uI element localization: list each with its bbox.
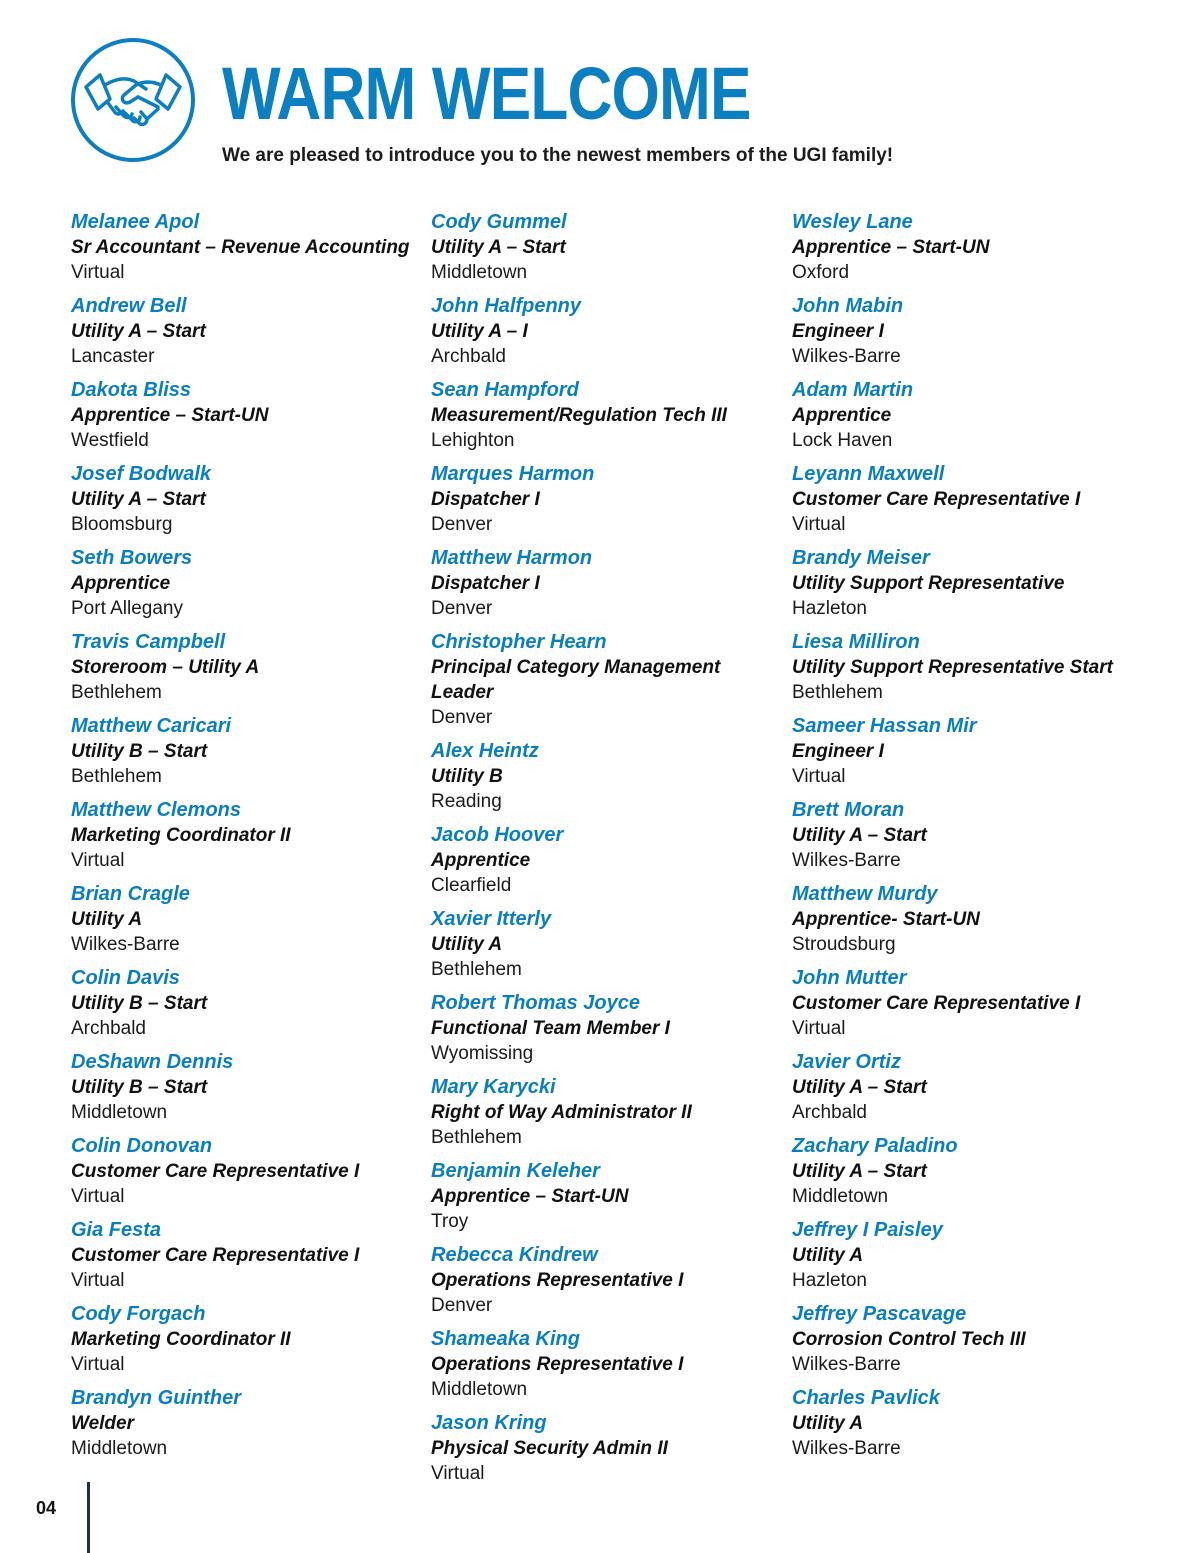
handshake-icon — [70, 37, 196, 163]
employee-role: Utility B – Start — [71, 993, 208, 1014]
employee-entry — [431, 462, 776, 537]
employee-entry — [431, 739, 776, 814]
employee-name: Sean Hampford — [431, 379, 579, 401]
employee-name: Jason Kring — [431, 1412, 547, 1434]
employee-location: Lancaster — [71, 346, 155, 367]
employee-name: Liesa Milliron — [792, 631, 920, 653]
employee-location: Bethlehem — [431, 1127, 522, 1148]
employee-entry — [431, 1411, 776, 1486]
employee-entry — [792, 1386, 1137, 1461]
employee-location: Clearfield — [431, 875, 512, 896]
employee-entry — [71, 1050, 416, 1125]
employee-name: Jeffrey I Paisley — [792, 1219, 943, 1241]
employee-name: Wesley Lane — [792, 211, 913, 233]
employee-entry — [792, 462, 1137, 537]
employee-entry — [71, 378, 416, 453]
employee-entry — [431, 1159, 776, 1234]
employee-entry — [431, 546, 776, 621]
employee-location: Bethlehem — [71, 682, 162, 703]
page-subtitle: We are pleased to introduce you to the newest members of the UGI family! — [222, 145, 894, 166]
employee-entry — [71, 210, 416, 285]
employee-name: Melanee Apol — [71, 211, 200, 233]
employee-name: John Halfpenny — [431, 295, 582, 317]
employee-location: Denver — [431, 707, 493, 728]
employee-location: Bethlehem — [71, 766, 162, 787]
employee-name: Travis Campbell — [71, 631, 226, 653]
employee-entry — [792, 1134, 1137, 1209]
employee-entry — [792, 1302, 1137, 1377]
employee-role: Storeroom – Utility A — [71, 657, 260, 678]
page-number: 04 — [36, 1498, 57, 1518]
employee-name: Dakota Bliss — [71, 379, 192, 401]
employee-location: Reading — [431, 791, 502, 812]
employee-role: Marketing Coordinator II — [71, 1329, 291, 1350]
employee-role: Measurement/Regulation Tech III — [431, 405, 727, 426]
employee-entry — [71, 882, 416, 957]
employee-name: Sameer Hassan Mir — [792, 715, 977, 737]
employee-entry — [792, 630, 1137, 705]
employee-role: Physical Security Admin II — [431, 1438, 668, 1459]
employee-entry — [431, 1327, 776, 1402]
employee-role: Utility A – Start — [792, 1077, 927, 1098]
employee-role: Customer Care Representative I — [71, 1245, 360, 1266]
employee-name: Andrew Bell — [71, 295, 187, 317]
employee-name: Alex Heintz — [431, 740, 539, 762]
employee-location: Denver — [431, 598, 493, 619]
employee-entry — [431, 823, 776, 898]
employee-role: Apprentice- Start-UN — [792, 909, 980, 930]
employee-location: Middletown — [71, 1438, 168, 1459]
employee-name: Gia Festa — [71, 1219, 162, 1241]
employee-name: Josef Bodwalk — [71, 463, 212, 485]
employee-column-3 — [792, 210, 1137, 1470]
employee-location: Oxford — [792, 262, 850, 283]
employee-entry — [71, 294, 416, 369]
employee-location: Virtual — [792, 1018, 846, 1039]
employee-entry — [431, 294, 776, 369]
employee-name: Seth Bowers — [71, 547, 193, 569]
employee-location: Archbald — [71, 1018, 146, 1039]
employee-name: Matthew Harmon — [431, 547, 593, 569]
employee-entry — [792, 966, 1137, 1041]
employee-role: Apprentice — [71, 573, 171, 594]
page-title: WARM WELCOME — [222, 52, 751, 135]
employee-name: DeShawn Dennis — [71, 1051, 234, 1073]
employee-location: Wyomissing — [431, 1043, 534, 1064]
employee-role: Sr Accountant – Revenue Accounting — [71, 237, 410, 258]
employee-role: Welder — [71, 1413, 135, 1434]
employee-location: Port Allegany — [71, 598, 183, 619]
employee-entry — [431, 1243, 776, 1318]
employee-name: Benjamin Keleher — [431, 1160, 600, 1182]
employee-location: Bethlehem — [792, 682, 883, 703]
employee-role: Functional Team Member I — [431, 1018, 670, 1039]
employee-name: Matthew Clemons — [71, 799, 242, 821]
employee-name: Robert Thomas Joyce — [431, 992, 640, 1014]
employee-name: Leyann Maxwell — [792, 463, 945, 485]
employee-location: Virtual — [792, 766, 846, 787]
employee-role: Utility A — [792, 1413, 864, 1434]
employee-location: Wilkes-Barre — [792, 850, 901, 871]
employee-location: Wilkes-Barre — [792, 346, 901, 367]
employee-role: Utility A – Start — [792, 825, 927, 846]
employee-role: Utility A — [431, 934, 503, 955]
employee-name: John Mabin — [792, 295, 904, 317]
employee-entry — [71, 966, 416, 1041]
employee-name: Brandyn Guinther — [71, 1387, 242, 1409]
employee-entry — [431, 907, 776, 982]
employee-role: Utility B — [431, 766, 503, 787]
employee-entry — [431, 991, 776, 1066]
employee-entry — [792, 1050, 1137, 1125]
employee-role: Corrosion Control Tech III — [792, 1329, 1026, 1350]
employee-location: Hazleton — [792, 1270, 867, 1291]
employee-entry — [71, 546, 416, 621]
employee-entry — [71, 714, 416, 789]
employee-entry — [71, 462, 416, 537]
employee-entry — [431, 1075, 776, 1150]
employee-role: Customer Care Representative I — [71, 1161, 360, 1182]
employee-entry — [792, 714, 1137, 789]
employee-role: Dispatcher I — [431, 573, 540, 594]
employee-role: Utility B – Start — [71, 1077, 208, 1098]
employee-location: Lock Haven — [792, 430, 893, 451]
employee-name: Colin Davis — [71, 967, 180, 989]
employee-role: Apprentice – Start-UN — [792, 237, 990, 258]
employee-location: Wilkes-Barre — [71, 934, 180, 955]
employee-entry — [792, 378, 1137, 453]
employee-role: Apprentice – Start-UN — [431, 1186, 629, 1207]
employee-name: Matthew Murdy — [792, 883, 938, 905]
employee-location: Denver — [431, 514, 493, 535]
employee-location: Middletown — [71, 1102, 168, 1123]
employee-name: Javier Ortiz — [792, 1051, 901, 1073]
employee-role: Operations Representative I — [431, 1270, 684, 1291]
employee-role: Operations Representative I — [431, 1354, 684, 1375]
employee-location: Lehighton — [431, 430, 515, 451]
employee-role: Utility A — [792, 1245, 864, 1266]
employee-name: Brian Cragle — [71, 883, 190, 905]
employee-entry — [792, 294, 1137, 369]
employee-entry — [792, 882, 1137, 957]
employee-name: Mary Karycki — [431, 1076, 556, 1098]
employee-location: Troy — [431, 1211, 469, 1232]
employee-location: Virtual — [71, 1186, 125, 1207]
employee-name: Zachary Paladino — [792, 1135, 958, 1157]
employee-location: Virtual — [71, 1354, 125, 1375]
employee-entry — [71, 798, 416, 873]
employee-name: John Mutter — [792, 967, 907, 989]
employee-column-1 — [71, 210, 416, 1470]
employee-name: Rebecca Kindrew — [431, 1244, 598, 1266]
employee-entry — [71, 1218, 416, 1293]
employee-role: Utility Support Representative Start — [792, 657, 1113, 678]
employee-role: Utility A – Start — [71, 321, 206, 342]
employee-entry — [792, 798, 1137, 873]
employee-role: Utility A – I — [431, 321, 528, 342]
employee-role: Apprentice — [431, 850, 531, 871]
employee-role: Customer Care Representative I — [792, 489, 1081, 510]
employee-location: Wilkes-Barre — [792, 1354, 901, 1375]
employee-entry — [792, 210, 1137, 285]
employee-location: Virtual — [71, 262, 125, 283]
employee-location: Wilkes-Barre — [792, 1438, 901, 1459]
employee-name: Adam Martin — [792, 379, 914, 401]
employee-location: Bloomsburg — [71, 514, 173, 535]
employee-location: Westfield — [71, 430, 149, 451]
employee-role: Utility A – Start — [71, 489, 206, 510]
employee-location: Virtual — [431, 1463, 485, 1484]
employee-entry — [792, 546, 1137, 621]
employee-entry — [71, 1134, 416, 1209]
employee-name: Charles Pavlick — [792, 1387, 940, 1409]
employee-location: Virtual — [792, 514, 846, 535]
employee-entry — [71, 630, 416, 705]
employee-name: Matthew Caricari — [71, 715, 232, 737]
employee-location: Bethlehem — [431, 959, 522, 980]
employee-location: Virtual — [71, 850, 125, 871]
employee-name: Cody Gummel — [431, 211, 567, 233]
employee-entry — [431, 210, 776, 285]
employee-entry — [431, 630, 776, 730]
employee-location: Archbald — [792, 1102, 867, 1123]
employee-role: Customer Care Representative I — [792, 993, 1081, 1014]
employee-role: Apprentice – Start-UN — [71, 405, 269, 426]
employee-name: Christopher Hearn — [431, 631, 607, 653]
employee-location: Middletown — [431, 1379, 528, 1400]
employee-name: Brett Moran — [792, 799, 905, 821]
employee-location: Virtual — [71, 1270, 125, 1291]
employee-role: Principal Category Management Leader — [431, 657, 721, 703]
employee-location: Denver — [431, 1295, 493, 1316]
employee-role: Utility B – Start — [71, 741, 208, 762]
employee-name: Jeffrey Pascavage — [792, 1303, 967, 1325]
employee-column-2 — [431, 210, 776, 1495]
employee-role: Engineer I — [792, 321, 884, 342]
employee-entry — [71, 1302, 416, 1377]
employee-role: Right of Way Administrator II — [431, 1102, 692, 1123]
employee-role: Marketing Coordinator II — [71, 825, 291, 846]
employee-role: Utility A – Start — [431, 237, 566, 258]
employee-name: Xavier Itterly — [431, 908, 552, 930]
employee-location: Stroudsburg — [792, 934, 896, 955]
employee-name: Marques Harmon — [431, 463, 595, 485]
employee-role: Engineer I — [792, 741, 884, 762]
employee-name: Colin Donovan — [71, 1135, 213, 1157]
employee-entry — [431, 378, 776, 453]
employee-location: Middletown — [431, 262, 528, 283]
employee-entry — [792, 1218, 1137, 1293]
employee-name: Cody Forgach — [71, 1303, 206, 1325]
employee-location: Hazleton — [792, 598, 867, 619]
employee-entry — [71, 1386, 416, 1461]
employee-role: Utility A — [71, 909, 143, 930]
employee-role: Apprentice — [792, 405, 892, 426]
employee-location: Middletown — [792, 1186, 889, 1207]
footer-divider — [87, 1482, 90, 1553]
employee-name: Brandy Meiser — [792, 547, 930, 569]
employee-role: Utility A – Start — [792, 1161, 927, 1182]
employee-name: Jacob Hoover — [431, 824, 564, 846]
employee-role: Dispatcher I — [431, 489, 540, 510]
employee-role: Utility Support Representative — [792, 573, 1065, 594]
employee-location: Archbald — [431, 346, 506, 367]
employee-name: Shameaka King — [431, 1328, 580, 1350]
